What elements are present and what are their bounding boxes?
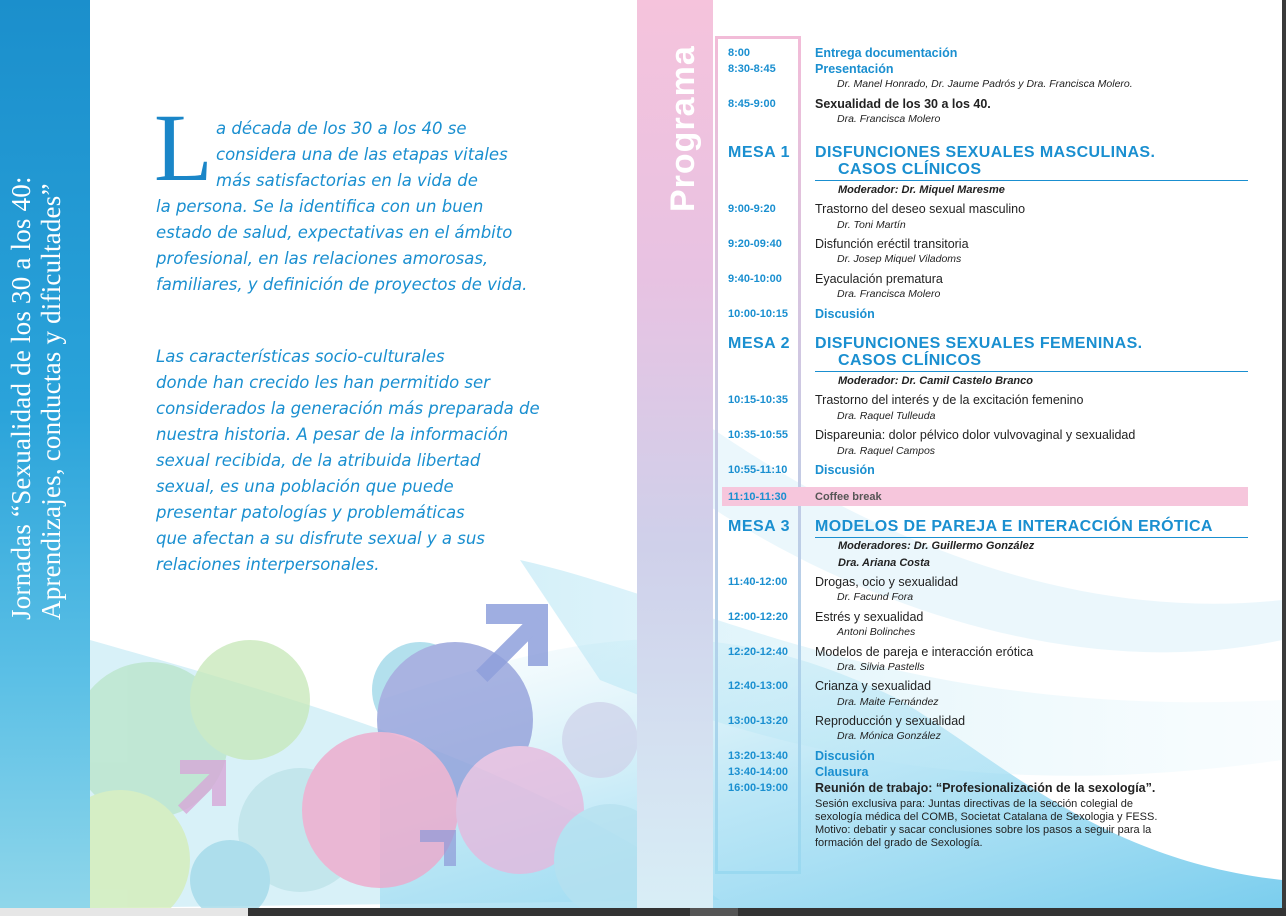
- speaker: Dr. Facund Fora: [837, 591, 914, 603]
- time-label: 8:45-9:00: [728, 98, 776, 110]
- discussion-label: Discusión: [815, 307, 875, 321]
- mesa-divider: [815, 537, 1248, 538]
- page-edge-tab: [690, 908, 738, 916]
- talk-title: Modelos de pareja e interacción erótica: [815, 645, 1034, 659]
- intro-line: familiares, y definición de proyectos de vida.: [156, 275, 528, 294]
- mesa-divider: [815, 371, 1248, 372]
- intro-line: la persona. Se la identifica con un buen: [156, 197, 484, 216]
- sidebar-band: [0, 0, 90, 908]
- intro-line: sexual recibida, de la atribuida libertad: [156, 451, 481, 470]
- mesa-title: MODELOS DE PAREJA E INTERACCIÓN ERÓTICA: [815, 518, 1213, 535]
- coffee-break-label: Coffee break: [815, 491, 882, 503]
- time-label: 8:30-8:45: [728, 63, 776, 75]
- discussion-label: Discusión: [815, 463, 875, 477]
- talk-title: Eyaculación prematura: [815, 272, 943, 286]
- closing-label: Clausura: [815, 765, 869, 779]
- intro-line: presentar patologías y problemáticas: [156, 503, 465, 522]
- intro-line: estado de salud, expectativas en el ámbito: [156, 223, 513, 242]
- talk-title: Estrés y sexualidad: [815, 610, 924, 624]
- mesa-label: MESA 3: [728, 518, 790, 535]
- speaker: Dra. Maite Fernández: [837, 696, 939, 708]
- time-label: 9:40-10:00: [728, 273, 782, 285]
- program-title: Programa: [664, 45, 702, 212]
- moderator: Moderadores: Dr. Guillermo González: [838, 540, 1035, 552]
- meeting-note-line: formación del grado de Sexología.: [815, 837, 983, 849]
- intro-paragraph-2: [156, 344, 576, 578]
- meeting-note-line: sexología médica del COMB, Societat Catalana de Sexologia y FESS.: [815, 811, 1158, 823]
- moderator: Moderador: Dr. Miquel Maresme: [838, 184, 1005, 196]
- time-label: 10:00-10:15: [728, 308, 788, 320]
- talk-title: Disfunción eréctil transitoria: [815, 237, 969, 251]
- speaker: Dr. Josep Miquel Viladoms: [837, 253, 962, 265]
- speaker: Dra. Raquel Tulleuda: [837, 410, 936, 422]
- talk-title: Drogas, ocio y sexualidad: [815, 575, 959, 589]
- session-title: Presentación: [815, 62, 894, 76]
- intro-line: que afectan a su disfrute sexual y a sus: [156, 529, 485, 548]
- session-title: Sexualidad de los 30 a los 40.: [815, 97, 991, 111]
- time-label: 10:15-10:35: [728, 394, 788, 406]
- mesa-subtitle: CASOS CLÍNICOS: [838, 161, 982, 178]
- time-label: 9:20-09:40: [728, 238, 782, 250]
- sidebar-title-line1: Jornadas “Sexualidad de los 30 a los 40:: [6, 176, 36, 620]
- session-title: Entrega documentación: [815, 46, 958, 60]
- meeting-note: [815, 798, 1157, 850]
- speaker: Dr. Toni Martín: [837, 219, 906, 231]
- intro-line: considera una de las etapas vitales: [216, 145, 508, 164]
- mesa-title: DISFUNCIONES SEXUALES MASCULINAS.: [815, 144, 1156, 161]
- intro-line: Las características socio-culturales: [156, 347, 445, 366]
- meeting-note-line: Sesión exclusiva para: Juntas directivas de la sección colegial de: [815, 798, 1133, 810]
- speaker: Dra. Francisca Molero: [837, 288, 941, 300]
- intro-line: considerados la generación más preparada de: [156, 399, 540, 418]
- talk-title: Crianza y sexualidad: [815, 679, 932, 693]
- intro-line: más satisfactorias en la vida de: [216, 171, 478, 190]
- page-edge-right: [1282, 0, 1286, 916]
- intro-line: profesional, en las relaciones amorosas,: [156, 249, 489, 268]
- moderator: Dra. Ariana Costa: [838, 557, 930, 569]
- speaker: Dra. Raquel Campos: [837, 445, 936, 457]
- sidebar-title: [6, 20, 66, 620]
- intro-line: donde han crecido les han permitido ser: [156, 373, 490, 392]
- time-label: 11:40-12:00: [728, 576, 788, 588]
- time-label: 13:00-13:20: [728, 715, 788, 727]
- talk-title: Reproducción y sexualidad: [815, 714, 966, 728]
- talk-title: Dispareunia: dolor pélvico dolor vulvovaginal y sexualidad: [815, 428, 1136, 442]
- time-label: 16:00-19:00: [728, 782, 788, 794]
- time-label: 10:35-10:55: [728, 429, 788, 441]
- time-label: 13:20-13:40: [728, 750, 788, 762]
- meeting-title: Reunión de trabajo: “Profesionalización de la sexología”.: [815, 781, 1156, 795]
- intro-paragraph-1: [156, 116, 576, 298]
- discussion-label: Discusión: [815, 749, 875, 763]
- intro-dropcap: L: [154, 94, 213, 201]
- talk-title: Trastorno del deseo sexual masculino: [815, 202, 1026, 216]
- time-label: 8:00: [728, 47, 751, 59]
- coffee-break-bar: [722, 487, 1248, 506]
- moderator: Moderador: Dr. Camil Castelo Branco: [838, 375, 1033, 387]
- speaker: Dra. Silvia Pastells: [837, 661, 925, 673]
- intro-line: a década de los 30 a los 40 se: [216, 119, 467, 138]
- talk-title: Trastorno del interés y de la excitación femenino: [815, 393, 1084, 407]
- mesa-title: DISFUNCIONES SEXUALES FEMENINAS.: [815, 335, 1143, 352]
- time-label: 12:00-12:20: [728, 611, 788, 623]
- page-edge-bottom: [0, 908, 1286, 916]
- time-label: 12:20-12:40: [728, 646, 788, 658]
- mesa-divider: [815, 180, 1248, 181]
- speaker: Antoni Bolinches: [837, 626, 916, 638]
- mesa-label: MESA 2: [728, 335, 790, 352]
- speaker: Dra. Mónica González: [837, 730, 941, 742]
- page-edge-strip: [0, 908, 248, 916]
- mesa-subtitle: CASOS CLÍNICOS: [838, 352, 982, 369]
- time-label: 10:55-11:10: [728, 464, 788, 476]
- intro-line: relaciones interpersonales.: [156, 555, 380, 574]
- intro-line: nuestra historia. A pesar de la información: [156, 425, 509, 444]
- time-label: 11:10-11:30: [728, 491, 787, 503]
- intro-line: sexual, es una población que puede: [156, 477, 454, 496]
- meeting-note-line: Motivo: debatir y sacar conclusiones sobre los pasos a seguir para la: [815, 824, 1152, 836]
- time-label: 13:40-14:00: [728, 766, 788, 778]
- speaker: Dra. Francisca Molero: [837, 113, 941, 125]
- time-label: 9:00-9:20: [728, 203, 776, 215]
- time-label: 12:40-13:00: [728, 680, 788, 692]
- sidebar-title-line2: Aprendizajes, conductas y dificultades”: [36, 183, 66, 620]
- mesa-label: MESA 1: [728, 144, 790, 161]
- speaker: Dr. Manel Honrado, Dr. Jaume Padrós y Dra. Francisca Molero.: [837, 78, 1133, 90]
